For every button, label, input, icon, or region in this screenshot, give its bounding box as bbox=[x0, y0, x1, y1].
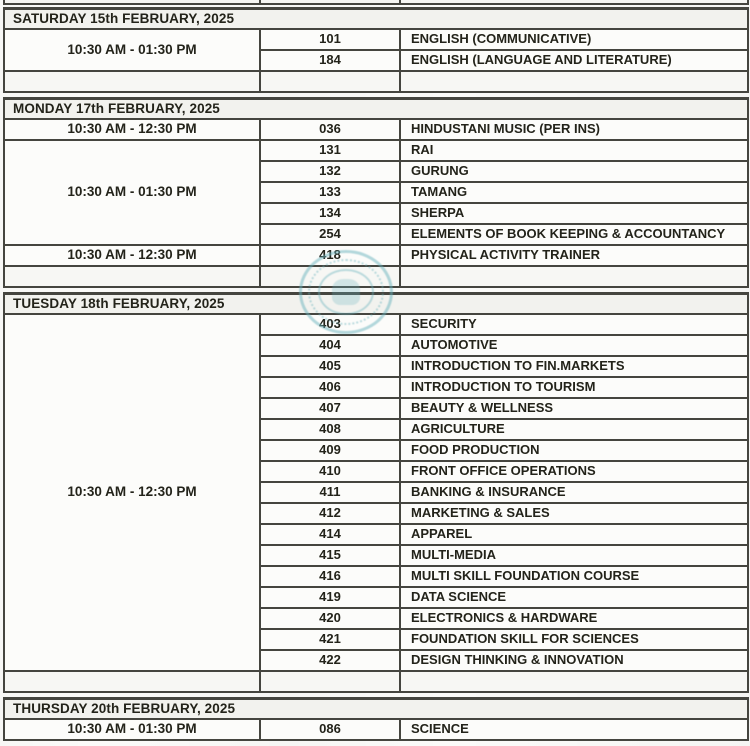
time-cell bbox=[4, 0, 260, 4]
subject-name: INTRODUCTION TO TOURISM bbox=[400, 377, 748, 398]
date-header-row bbox=[4, 699, 748, 720]
date-header: SATURDAY 15th FEBRUARY, 2025 bbox=[4, 9, 748, 30]
subject-code: 254 bbox=[260, 224, 400, 245]
subject-name bbox=[400, 266, 748, 287]
time-cell bbox=[4, 266, 260, 287]
subject-name: ELECTRONICS & HARDWARE bbox=[400, 608, 748, 629]
subject-name: MULTI SKILL FOUNDATION COURSE bbox=[400, 566, 748, 587]
section-table bbox=[3, 97, 749, 288]
table-row bbox=[4, 0, 748, 4]
subject-name bbox=[400, 671, 748, 692]
table-row bbox=[4, 719, 748, 740]
subject-code: 101 bbox=[260, 29, 400, 50]
subject-code: 408 bbox=[260, 419, 400, 440]
table-row bbox=[4, 29, 748, 50]
subject-name bbox=[400, 0, 748, 4]
subject-name: PHYSICAL ACTIVITY TRAINER bbox=[400, 245, 748, 266]
subject-code: 421 bbox=[260, 629, 400, 650]
table-row bbox=[4, 119, 748, 140]
subject-name: APPAREL bbox=[400, 524, 748, 545]
time-cell: 10:30 AM - 01:30 PM bbox=[4, 719, 260, 740]
subject-code: 406 bbox=[260, 377, 400, 398]
cropped-top-row bbox=[3, 0, 749, 5]
subject-code: 409 bbox=[260, 440, 400, 461]
subject-code: 415 bbox=[260, 545, 400, 566]
time-cell: 10:30 AM - 12:30 PM bbox=[4, 314, 260, 671]
table-row bbox=[4, 671, 748, 692]
subject-name: MULTI-MEDIA bbox=[400, 545, 748, 566]
subject-code: 403 bbox=[260, 314, 400, 335]
subject-code bbox=[260, 266, 400, 287]
subject-name: BEAUTY & WELLNESS bbox=[400, 398, 748, 419]
subject-name: SECURITY bbox=[400, 314, 748, 335]
subject-name: SCIENCE bbox=[400, 719, 748, 740]
subject-name: TAMANG bbox=[400, 182, 748, 203]
date-header-row bbox=[4, 294, 748, 315]
subject-name: GURUNG bbox=[400, 161, 748, 182]
subject-code: 412 bbox=[260, 503, 400, 524]
subject-code bbox=[260, 0, 400, 4]
subject-code: 422 bbox=[260, 650, 400, 671]
date-header: TUESDAY 18th FEBRUARY, 2025 bbox=[4, 294, 748, 315]
table-row bbox=[4, 266, 748, 287]
subject-name: BANKING & INSURANCE bbox=[400, 482, 748, 503]
subject-code bbox=[260, 71, 400, 92]
subject-name: RAI bbox=[400, 140, 748, 161]
sections-host bbox=[3, 7, 747, 741]
subject-code: 131 bbox=[260, 140, 400, 161]
subject-code: 404 bbox=[260, 335, 400, 356]
subject-name: FRONT OFFICE OPERATIONS bbox=[400, 461, 748, 482]
subject-code: 418 bbox=[260, 245, 400, 266]
subject-name: AUTOMOTIVE bbox=[400, 335, 748, 356]
subject-name: ENGLISH (LANGUAGE AND LITERATURE) bbox=[400, 50, 748, 71]
section-table bbox=[3, 697, 749, 741]
subject-name: AGRICULTURE bbox=[400, 419, 748, 440]
subject-name: FOOD PRODUCTION bbox=[400, 440, 748, 461]
time-cell: 10:30 AM - 12:30 PM bbox=[4, 119, 260, 140]
subject-name: ELEMENTS OF BOOK KEEPING & ACCOUNTANCY bbox=[400, 224, 748, 245]
subject-code: 184 bbox=[260, 50, 400, 71]
date-header: THURSDAY 20th FEBRUARY, 2025 bbox=[4, 699, 748, 720]
time-cell: 10:30 AM - 12:30 PM bbox=[4, 245, 260, 266]
table-row bbox=[4, 314, 748, 335]
subject-name: HINDUSTANI MUSIC (PER INS) bbox=[400, 119, 748, 140]
subject-code: 405 bbox=[260, 356, 400, 377]
subject-name: ENGLISH (COMMUNICATIVE) bbox=[400, 29, 748, 50]
date-header-row bbox=[4, 9, 748, 30]
subject-name: DESIGN THINKING & INNOVATION bbox=[400, 650, 748, 671]
subject-code: 414 bbox=[260, 524, 400, 545]
subject-name: MARKETING & SALES bbox=[400, 503, 748, 524]
date-header: MONDAY 17th FEBRUARY, 2025 bbox=[4, 99, 748, 120]
subject-name: SHERPA bbox=[400, 203, 748, 224]
subject-code: 416 bbox=[260, 566, 400, 587]
subject-code: 036 bbox=[260, 119, 400, 140]
section-table bbox=[3, 7, 749, 93]
subject-code: 134 bbox=[260, 203, 400, 224]
subject-code: 410 bbox=[260, 461, 400, 482]
subject-name: INTRODUCTION TO FIN.MARKETS bbox=[400, 356, 748, 377]
subject-code: 419 bbox=[260, 587, 400, 608]
subject-code bbox=[260, 671, 400, 692]
time-cell: 10:30 AM - 01:30 PM bbox=[4, 29, 260, 71]
subject-code: 132 bbox=[260, 161, 400, 182]
time-cell bbox=[4, 71, 260, 92]
subject-code: 411 bbox=[260, 482, 400, 503]
time-cell: 10:30 AM - 01:30 PM bbox=[4, 140, 260, 245]
subject-code: 407 bbox=[260, 398, 400, 419]
subject-code: 133 bbox=[260, 182, 400, 203]
table-row bbox=[4, 71, 748, 92]
section-table bbox=[3, 292, 749, 693]
subject-name: FOUNDATION SKILL FOR SCIENCES bbox=[400, 629, 748, 650]
subject-name bbox=[400, 71, 748, 92]
subject-name: DATA SCIENCE bbox=[400, 587, 748, 608]
date-header-row bbox=[4, 99, 748, 120]
table-row bbox=[4, 245, 748, 266]
table-row bbox=[4, 140, 748, 161]
subject-code: 420 bbox=[260, 608, 400, 629]
subject-code: 086 bbox=[260, 719, 400, 740]
time-cell bbox=[4, 671, 260, 692]
